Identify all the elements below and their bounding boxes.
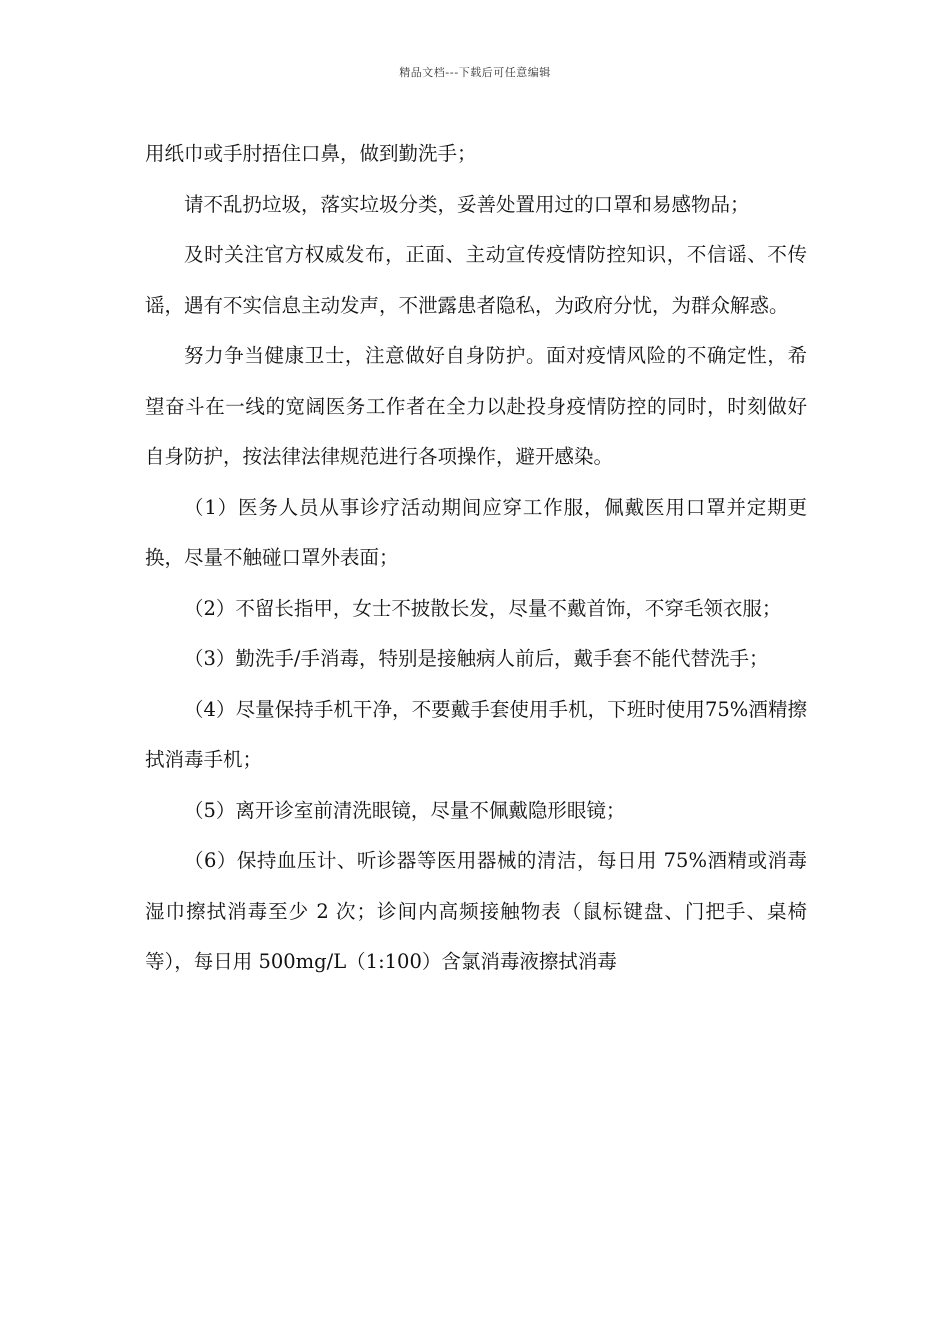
list-item: （4）尽量保持手机干净，不要戴手套使用手机，下班时使用75%酒精擦拭消毒手机； <box>145 697 807 771</box>
list-item: （6）保持血压计、听诊器等医用器械的清洁，每日用 75%酒精或消毒湿巾擦拭消毒至少 2 次；诊间内高频接触物表（鼠标键盘、门把手、桌椅等），每日用 500mg/L（1:100）含氯消毒液擦拭消毒 <box>145 849 807 973</box>
paragraph: 努力争当健康卫士，注意做好自身防护。面对疫情风险的不确定性，希望奋斗在一线的宽阔医务工作者在全力以赴投身疫情防控的同时，时刻做好自身防护，按法律法律规范进行各项操作，避开感染。 <box>145 344 807 468</box>
document-body <box>145 129 807 988</box>
paragraph-continuation: 用纸巾或手肘捂住口鼻，做到勤洗手； <box>145 142 477 165</box>
list-item: （3）勤洗手/手消毒，特别是接触病人前后，戴手套不能代替洗手； <box>184 647 769 670</box>
paragraph: 及时关注官方权威发布，正面、主动宣传疫情防控知识，不信谣、不传谣，遇有不实信息主动发声，不泄露患者隐私，为政府分忧，为群众解惑。 <box>145 243 807 317</box>
list-item: （5）离开诊室前清洗眼镜，尽量不佩戴隐形眼镜； <box>184 798 626 822</box>
page-header: 精品文档---下载后可任意编辑 <box>399 66 551 79</box>
paragraph: 请不乱扔垃圾，落实垃圾分类，妥善处置用过的口罩和易感物品； <box>184 192 750 216</box>
list-item: （2）不留长指甲，女士不披散长发，尽量不戴首饰，不穿毛领衣服； <box>184 596 782 620</box>
list-item: （1）医务人员从事诊疗活动期间应穿工作服，佩戴医用口罩并定期更换，尽量不触碰口罩外表面； <box>145 495 807 569</box>
